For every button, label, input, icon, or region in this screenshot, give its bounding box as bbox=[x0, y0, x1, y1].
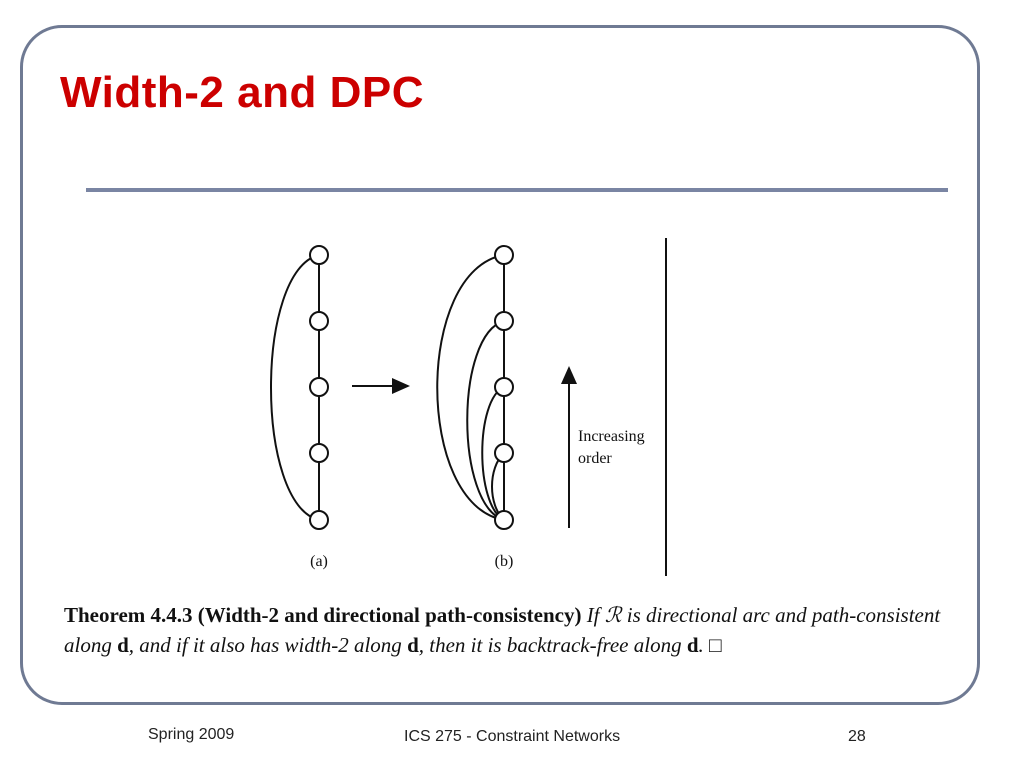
theorem-block bbox=[64, 600, 984, 660]
caption-b: (b) bbox=[494, 553, 514, 570]
footer-course: ICS 275 - Constraint Networks bbox=[404, 728, 621, 745]
graph-a-node bbox=[310, 312, 328, 330]
theorem-text-5: . bbox=[698, 633, 710, 657]
theorem-text-1: If bbox=[586, 603, 605, 627]
graph-b-node bbox=[495, 511, 513, 529]
graph-a-node bbox=[310, 378, 328, 396]
graph-a-node bbox=[310, 246, 328, 264]
theorem-text-2: is directional arc and path-consistent along bbox=[64, 603, 941, 657]
theorem-symbol-d: d bbox=[686, 633, 699, 657]
caption-a: (a) bbox=[310, 553, 328, 570]
graph-b bbox=[437, 246, 513, 529]
order-label-line2: order bbox=[578, 450, 612, 467]
graph-b-node bbox=[495, 312, 513, 330]
qed-icon: □ bbox=[709, 633, 722, 657]
theorem-text-4: , then it is backtrack-free along bbox=[418, 633, 687, 657]
footer-date: Spring 2009 bbox=[148, 726, 235, 743]
theorem-symbol-d: d bbox=[407, 633, 419, 657]
graph-b-node bbox=[495, 444, 513, 462]
graph-b-arc bbox=[437, 255, 504, 520]
graph-b-node bbox=[495, 246, 513, 264]
order-label-line1: Increasing bbox=[578, 428, 645, 445]
theorem-heading: Theorem 4.4.3 (Width-2 and directional path-consistency) bbox=[64, 603, 582, 627]
graph-a-node bbox=[310, 444, 328, 462]
theorem-symbol-r: ℛ bbox=[604, 603, 622, 627]
graph-b-node bbox=[495, 378, 513, 396]
slide-title: Width-2 and DPC bbox=[60, 68, 424, 117]
theorem-symbol-d: d bbox=[117, 633, 129, 657]
theorem-text-3: , and if it also has width-2 along bbox=[128, 633, 408, 657]
graph-a-node bbox=[310, 511, 328, 529]
footer-page-number: 28 bbox=[848, 728, 866, 745]
graph-a bbox=[271, 246, 328, 529]
